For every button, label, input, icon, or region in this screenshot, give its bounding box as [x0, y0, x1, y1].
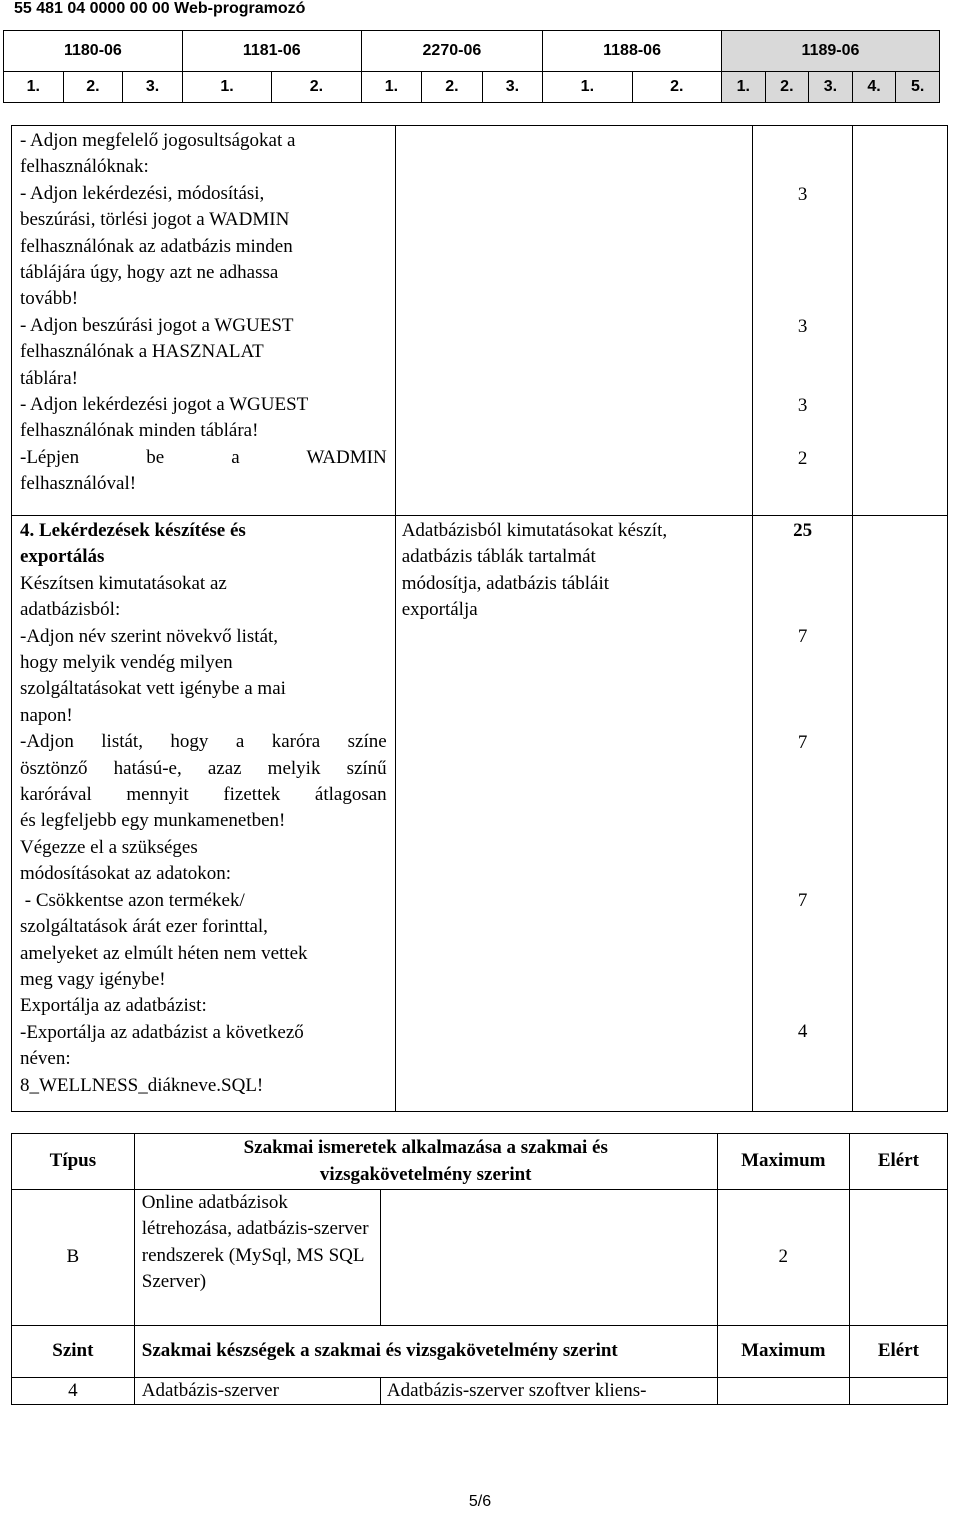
- task-line: - Adjon lekérdezési jogot a WGUEST: [20, 394, 309, 416]
- task-line: - Csökkentse azon termékek/: [20, 889, 245, 911]
- task-line: - Adjon lekérdezési, módosítási,: [20, 182, 265, 204]
- task-line: - Adjon beszúrási jogot a WGUEST: [20, 314, 294, 336]
- task-line: Készítsen kimutatásokat az: [20, 572, 227, 594]
- task-title: exportálás: [20, 546, 105, 568]
- task-line: - Adjon megfelelő jogosultságokat a: [20, 130, 296, 151]
- skill-description: Adatbázis-szerver szoftver kliens-: [380, 1378, 717, 1405]
- module-header: 1189-06: [721, 31, 939, 72]
- achieved-header: Elért: [849, 1134, 947, 1190]
- points-value: 7: [797, 890, 808, 911]
- column-number: 1.: [182, 72, 271, 103]
- task-line: Végezze el a szükséges: [20, 836, 198, 858]
- module-header: 1181-06: [182, 31, 361, 72]
- task-title: 4. Lekérdezések készítése és: [20, 520, 246, 541]
- task-4-achieved: [853, 516, 948, 1112]
- skills-header: Szakmai készségek a szakmai és vizsgakövetelmény szerint: [134, 1326, 717, 1378]
- task-line: táblára!: [20, 367, 79, 389]
- type-value: B: [12, 1190, 135, 1326]
- achieved-value: [849, 1378, 947, 1405]
- task-line: felhasználóknak:: [20, 156, 149, 178]
- task-line: néven:: [20, 1048, 71, 1070]
- task-4-text: [12, 516, 396, 1112]
- tasks-table: [11, 125, 948, 1112]
- maximum-value: [717, 1378, 849, 1405]
- column-number: 1.: [721, 72, 765, 103]
- task-line: szolgáltatásokat vett igénybe a mai: [20, 678, 286, 700]
- task-line: és legfeljebb egy munkamenetben!: [20, 810, 286, 832]
- maximum-header: Maximum: [717, 1134, 849, 1190]
- column-number: 2.: [63, 72, 123, 103]
- module-header: 1188-06: [543, 31, 722, 72]
- column-number: 1.: [543, 72, 632, 103]
- task-3-achieved: [853, 126, 948, 516]
- task-line: meg vagy igénybe!: [20, 968, 166, 990]
- task-3-description: [395, 126, 752, 516]
- column-number: 1.: [361, 72, 422, 103]
- task-line: adatbázisból:: [20, 599, 121, 621]
- description-line: Adatbázisból kimutatásokat készít,: [401, 520, 668, 541]
- task-3-points: [753, 126, 853, 516]
- task-line: amelyeket az elmúlt héten nem vettek: [20, 942, 308, 964]
- skills-table: [11, 1133, 948, 1405]
- points-value: 2: [797, 448, 808, 469]
- task-line: tovább!: [20, 288, 79, 310]
- points-value: 3: [797, 184, 808, 205]
- document-title: 55 481 04 0000 00 00 Web-programozó: [14, 0, 306, 17]
- task-4-points: [753, 516, 853, 1112]
- task-line: felhasználónak a HASZNALAT: [20, 341, 264, 363]
- points-value: 3: [797, 316, 808, 337]
- points-value: 7: [797, 732, 808, 753]
- task-line: beszúrási, törlési jogot a WADMIN: [20, 209, 290, 231]
- task-line: felhasználóval!: [20, 473, 137, 495]
- task-line: -Adjon név szerint növekvő listát,: [20, 625, 279, 647]
- task-line: ösztönző hatású-e, azaz melyik színű: [20, 757, 387, 779]
- description-line: adatbázis táblák tartalmát: [401, 546, 596, 568]
- task-3-text: [12, 126, 396, 516]
- column-number: 2.: [632, 72, 721, 103]
- task-line: szolgáltatások árát ezer forinttal,: [20, 916, 268, 938]
- task-line: -Lépjen be a WADMIN: [20, 446, 387, 468]
- level-header: Szint: [12, 1326, 135, 1378]
- maximum-value: 2: [717, 1190, 849, 1326]
- column-number: 3.: [809, 72, 853, 103]
- maximum-header: Maximum: [717, 1326, 849, 1378]
- points-value: 4: [797, 1021, 808, 1042]
- task-line: hogy melyik vendég milyen: [20, 652, 233, 674]
- total-points: 25: [793, 520, 813, 541]
- task-line: Exportálja az adatbázist:: [20, 995, 207, 1017]
- module-header: 2270-06: [361, 31, 543, 72]
- knowledge-text: Online adatbázisok létrehozása, adatbázis-szerver rendszerek (MySql, MS SQL Szerver): [134, 1190, 380, 1326]
- task-line: 8_WELLNESS_diákneve.SQL!: [20, 1074, 264, 1096]
- column-number: 4.: [852, 72, 896, 103]
- column-number: 3.: [123, 72, 183, 103]
- achieved-value: [849, 1190, 947, 1326]
- empty-cell: [380, 1190, 717, 1326]
- description-line: exportálja: [401, 599, 478, 621]
- page-number: 5/6: [468, 1493, 492, 1510]
- knowledge-header: Szakmai ismeretek alkalmazása a szakmai és vizsgakövetelmény szerint: [134, 1134, 717, 1190]
- points-value: 7: [797, 626, 808, 647]
- module-header: 1180-06: [4, 31, 183, 72]
- column-number: 5.: [896, 72, 940, 103]
- description-line: módosítja, adatbázis tábláit: [401, 572, 610, 594]
- task-line: -Adjon listát, hogy a karóra színe: [20, 731, 387, 753]
- module-header-table: [3, 30, 940, 103]
- column-number: 3.: [482, 72, 543, 103]
- type-header: Típus: [12, 1134, 135, 1190]
- task-line: napon!: [20, 704, 73, 726]
- task-line: -Exportálja az adatbázist a következő: [20, 1021, 304, 1043]
- points-value: 3: [797, 395, 808, 416]
- column-number: 2.: [765, 72, 809, 103]
- task-4-description: [395, 516, 752, 1112]
- task-line: karórával mennyit fizettek átlagosan: [20, 784, 387, 806]
- task-line: felhasználónak minden táblára!: [20, 420, 259, 442]
- task-line: módosításokat az adatokon:: [20, 863, 232, 885]
- level-value: 4: [12, 1378, 135, 1405]
- skill-name: Adatbázis-szerver: [134, 1378, 380, 1405]
- column-number: 2.: [422, 72, 483, 103]
- achieved-header: Elért: [849, 1326, 947, 1378]
- task-line: táblájára úgy, hogy azt ne adhassa: [20, 262, 279, 284]
- task-line: felhasználónak az adatbázis minden: [20, 235, 293, 257]
- column-number: 2.: [272, 72, 361, 103]
- column-number: 1.: [4, 72, 64, 103]
